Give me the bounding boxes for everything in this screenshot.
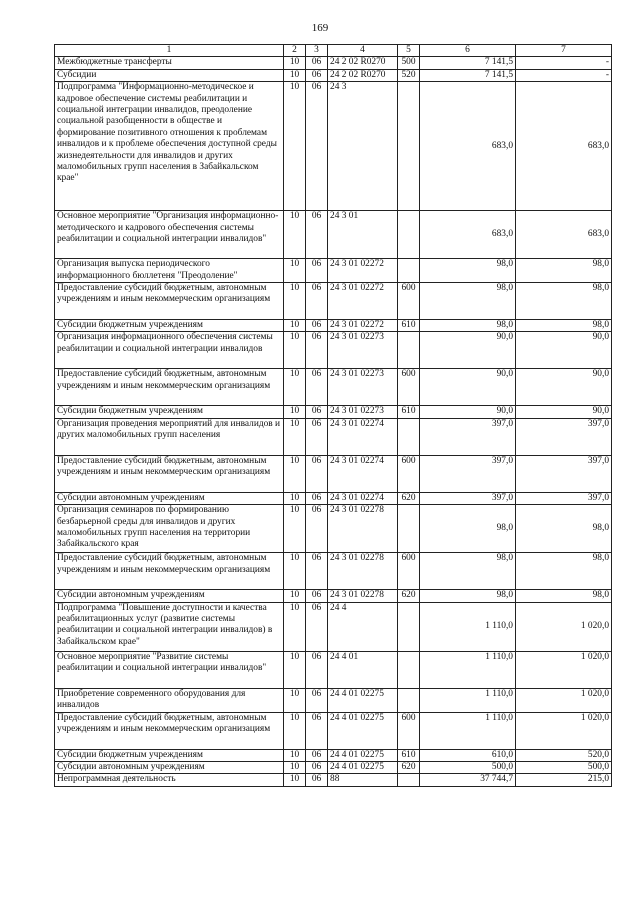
- amount-col7: 90,0: [516, 332, 612, 369]
- section-code: 10: [284, 69, 306, 81]
- subsection-code: 06: [306, 57, 328, 69]
- amount-col7: 397,0: [516, 455, 612, 492]
- amount-col7: 1 020,0: [516, 712, 612, 749]
- section-code: 10: [284, 369, 306, 406]
- amount-col6: 683,0: [420, 82, 516, 211]
- table-row: [55, 492, 612, 504]
- subsection-code: 06: [306, 712, 328, 749]
- section-code: 10: [284, 455, 306, 492]
- table-row: [55, 651, 612, 688]
- amount-col7: 397,0: [516, 418, 612, 455]
- target-article-code: 24 3 01 02274: [328, 492, 398, 504]
- expense-type-code: [398, 505, 420, 553]
- row-name: Субсидии: [55, 69, 284, 81]
- subsection-code: 06: [306, 332, 328, 369]
- target-article-code: 24 4 01 02275: [328, 712, 398, 749]
- target-article-code: 24 3 01 02274: [328, 418, 398, 455]
- table-row: [55, 69, 612, 81]
- row-name: Предоставление субсидий бюджетным, автономным учреждениям и иным некоммерческим организациям: [55, 712, 284, 749]
- target-article-code: 24 3 01 02278: [328, 553, 398, 590]
- subsection-code: 06: [306, 590, 328, 602]
- column-header: 5: [398, 45, 420, 57]
- section-code: 10: [284, 749, 306, 761]
- target-article-code: 24 2 02 R0270: [328, 57, 398, 69]
- amount-col7: 1 020,0: [516, 651, 612, 688]
- table-row: [55, 320, 612, 332]
- row-name: Непрограммная деятельность: [55, 774, 284, 786]
- subsection-code: 06: [306, 651, 328, 688]
- target-article-code: 88: [328, 774, 398, 786]
- row-name: Организация информационного обеспечения системы реабилитации и социальной интеграции инвалидов: [55, 332, 284, 369]
- column-header: 1: [55, 45, 284, 57]
- expense-type-code: [398, 602, 420, 651]
- section-code: 10: [284, 82, 306, 211]
- target-article-code: 24 4 01 02275: [328, 762, 398, 774]
- section-code: 10: [284, 492, 306, 504]
- amount-col6: 1 110,0: [420, 712, 516, 749]
- amount-col7: 215,0: [516, 774, 612, 786]
- amount-col7: 98,0: [516, 553, 612, 590]
- subsection-code: 06: [306, 211, 328, 259]
- table-row: [55, 82, 612, 211]
- table-row: [55, 590, 612, 602]
- target-article-code: 24 3 01: [328, 211, 398, 259]
- target-article-code: 24 3 01 02272: [328, 283, 398, 320]
- target-article-code: 24 4 01 02275: [328, 749, 398, 761]
- column-header: 7: [516, 45, 612, 57]
- amount-col6: 500,0: [420, 762, 516, 774]
- expense-type-code: 620: [398, 492, 420, 504]
- subsection-code: 06: [306, 492, 328, 504]
- target-article-code: 24 3 01 02273: [328, 369, 398, 406]
- target-article-code: 24 4 01: [328, 651, 398, 688]
- section-code: 10: [284, 602, 306, 651]
- subsection-code: 06: [306, 259, 328, 283]
- expense-type-code: 620: [398, 762, 420, 774]
- amount-col6: 90,0: [420, 369, 516, 406]
- target-article-code: 24 3 01 02272: [328, 320, 398, 332]
- row-name: Организация выпуска периодического информационного бюллетеня "Преодоление": [55, 259, 284, 283]
- amount-col7: 397,0: [516, 492, 612, 504]
- amount-col6: 1 110,0: [420, 602, 516, 651]
- amount-col6: 37 744,7: [420, 774, 516, 786]
- expense-type-code: 610: [398, 320, 420, 332]
- row-name: Подпрограмма "Повышение доступности и качества реабилитационных услуг (развитие системы реабилитации и социальной интеграции инвалидов) в Забайкальском крае": [55, 602, 284, 651]
- amount-col7: -: [516, 69, 612, 81]
- amount-col7: 1 020,0: [516, 602, 612, 651]
- subsection-code: 06: [306, 602, 328, 651]
- amount-col7: -: [516, 57, 612, 69]
- amount-col7: 90,0: [516, 369, 612, 406]
- expense-type-code: [398, 688, 420, 712]
- amount-col6: 397,0: [420, 418, 516, 455]
- row-name: Предоставление субсидий бюджетным, автономным учреждениям и иным некоммерческим организациям: [55, 455, 284, 492]
- table-row: [55, 259, 612, 283]
- table-row: [55, 749, 612, 761]
- expense-type-code: [398, 211, 420, 259]
- section-code: 10: [284, 211, 306, 259]
- row-name: Предоставление субсидий бюджетным, автономным учреждениям и иным некоммерческим организациям: [55, 553, 284, 590]
- column-header: 2: [284, 45, 306, 57]
- subsection-code: 06: [306, 406, 328, 418]
- column-header: 4: [328, 45, 398, 57]
- row-name: Основное мероприятие "Развитие системы реабилитации и социальной интеграции инвалидов": [55, 651, 284, 688]
- target-article-code: 24 3 01 02278: [328, 590, 398, 602]
- target-article-code: 24 3 01 02274: [328, 455, 398, 492]
- amount-col7: 98,0: [516, 505, 612, 553]
- subsection-code: 06: [306, 283, 328, 320]
- table-row: [55, 406, 612, 418]
- amount-col6: 98,0: [420, 259, 516, 283]
- amount-col6: 683,0: [420, 211, 516, 259]
- section-code: 10: [284, 553, 306, 590]
- subsection-code: 06: [306, 749, 328, 761]
- amount-col6: 98,0: [420, 505, 516, 553]
- row-name: Субсидии бюджетным учреждениям: [55, 749, 284, 761]
- expense-type-code: [398, 651, 420, 688]
- table-row: [55, 505, 612, 553]
- column-header: 3: [306, 45, 328, 57]
- expense-type-code: [398, 82, 420, 211]
- section-code: 10: [284, 283, 306, 320]
- amount-col6: 98,0: [420, 320, 516, 332]
- section-code: 10: [284, 418, 306, 455]
- target-article-code: 24 3: [328, 82, 398, 211]
- subsection-code: 06: [306, 762, 328, 774]
- expense-type-code: 500: [398, 57, 420, 69]
- row-name: Субсидии автономным учреждениям: [55, 762, 284, 774]
- row-name: Подпрограмма "Информационно-методическое и кадровое обеспечение системы реабилитации и социальной интеграции инвалидов, преодоление социальной разобщенности в обществе и формирование позитивного отношения к проблемам инвалидов и к проблеме обеспечения доступной среды жизнедеятельности для инвалидов и других маломобильных групп населения в Забайкальском крае": [55, 82, 284, 211]
- expense-type-code: 600: [398, 553, 420, 590]
- expense-type-code: 600: [398, 369, 420, 406]
- row-name: Межбюджетные трансферты: [55, 57, 284, 69]
- row-name: Организация проведения мероприятий для инвалидов и других маломобильных групп населения: [55, 418, 284, 455]
- row-name: Субсидии автономным учреждениям: [55, 492, 284, 504]
- subsection-code: 06: [306, 553, 328, 590]
- section-code: 10: [284, 651, 306, 688]
- section-code: 10: [284, 332, 306, 369]
- amount-col6: 397,0: [420, 492, 516, 504]
- target-article-code: 24 3 01 02273: [328, 406, 398, 418]
- amount-col6: 1 110,0: [420, 651, 516, 688]
- column-header: 6: [420, 45, 516, 57]
- section-code: 10: [284, 406, 306, 418]
- table-row: [55, 57, 612, 69]
- table-row: [55, 418, 612, 455]
- amount-col6: 7 141,5: [420, 57, 516, 69]
- amount-col6: 397,0: [420, 455, 516, 492]
- amount-col6: 610,0: [420, 749, 516, 761]
- row-name: Основное мероприятие "Организация информационно-методического и кадрового обеспечения системы реабилитации и социальной интеграции инвалидов": [55, 211, 284, 259]
- table-row: [55, 774, 612, 786]
- amount-col6: 98,0: [420, 553, 516, 590]
- page-number: 169: [311, 22, 329, 34]
- row-name: Субсидии бюджетным учреждениям: [55, 320, 284, 332]
- expense-type-code: 610: [398, 406, 420, 418]
- expense-type-code: [398, 259, 420, 283]
- table-row: [55, 369, 612, 406]
- expense-type-code: [398, 332, 420, 369]
- amount-col6: 7 141,5: [420, 69, 516, 81]
- section-code: 10: [284, 57, 306, 69]
- target-article-code: 24 4: [328, 602, 398, 651]
- section-code: 10: [284, 774, 306, 786]
- subsection-code: 06: [306, 774, 328, 786]
- table-row: [55, 211, 612, 259]
- subsection-code: 06: [306, 82, 328, 211]
- table-row: [55, 455, 612, 492]
- amount-col7: 98,0: [516, 320, 612, 332]
- amount-col6: 1 110,0: [420, 688, 516, 712]
- section-code: 10: [284, 590, 306, 602]
- section-code: 10: [284, 712, 306, 749]
- expense-type-code: 600: [398, 455, 420, 492]
- amount-col7: 98,0: [516, 259, 612, 283]
- section-code: 10: [284, 505, 306, 553]
- target-article-code: 24 3 01 02278: [328, 505, 398, 553]
- table-row: [55, 553, 612, 590]
- target-article-code: 24 2 02 R0270: [328, 69, 398, 81]
- target-article-code: 24 3 01 02272: [328, 259, 398, 283]
- target-article-code: 24 3 01 02273: [328, 332, 398, 369]
- section-code: 10: [284, 762, 306, 774]
- section-code: 10: [284, 688, 306, 712]
- amount-col6: 90,0: [420, 332, 516, 369]
- expense-type-code: 600: [398, 712, 420, 749]
- table-row: [55, 762, 612, 774]
- row-name: Субсидии автономным учреждениям: [55, 590, 284, 602]
- row-name: Организация семинаров по формированию безбарьерной среды для инвалидов и других маломобильных групп населения на территории Забайкальского края: [55, 505, 284, 553]
- section-code: 10: [284, 320, 306, 332]
- expense-type-code: [398, 418, 420, 455]
- amount-col6: 98,0: [420, 283, 516, 320]
- table-row: [55, 712, 612, 749]
- row-name: Предоставление субсидий бюджетным, автономным учреждениям и иным некоммерческим организациям: [55, 369, 284, 406]
- subsection-code: 06: [306, 320, 328, 332]
- amount-col7: 1 020,0: [516, 688, 612, 712]
- table-row: [55, 332, 612, 369]
- subsection-code: 06: [306, 369, 328, 406]
- subsection-code: 06: [306, 505, 328, 553]
- amount-col6: 90,0: [420, 406, 516, 418]
- table-header-row: [55, 45, 612, 57]
- budget-table: [54, 44, 612, 787]
- subsection-code: 06: [306, 688, 328, 712]
- row-name: Предоставление субсидий бюджетным, автономным учреждениям и иным некоммерческим организациям: [55, 283, 284, 320]
- subsection-code: 06: [306, 69, 328, 81]
- table-row: [55, 688, 612, 712]
- amount-col7: 98,0: [516, 590, 612, 602]
- expense-type-code: [398, 774, 420, 786]
- subsection-code: 06: [306, 455, 328, 492]
- amount-col7: 683,0: [516, 211, 612, 259]
- amount-col7: 90,0: [516, 406, 612, 418]
- table-row: [55, 602, 612, 651]
- amount-col7: 500,0: [516, 762, 612, 774]
- amount-col6: 98,0: [420, 590, 516, 602]
- amount-col7: 98,0: [516, 283, 612, 320]
- section-code: 10: [284, 259, 306, 283]
- expense-type-code: 520: [398, 69, 420, 81]
- target-article-code: 24 4 01 02275: [328, 688, 398, 712]
- expense-type-code: 600: [398, 283, 420, 320]
- table-row: [55, 283, 612, 320]
- amount-col7: 683,0: [516, 82, 612, 211]
- row-name: Приобретение современного оборудования для инвалидов: [55, 688, 284, 712]
- expense-type-code: 610: [398, 749, 420, 761]
- amount-col7: 520,0: [516, 749, 612, 761]
- subsection-code: 06: [306, 418, 328, 455]
- expense-type-code: 620: [398, 590, 420, 602]
- row-name: Субсидии бюджетным учреждениям: [55, 406, 284, 418]
